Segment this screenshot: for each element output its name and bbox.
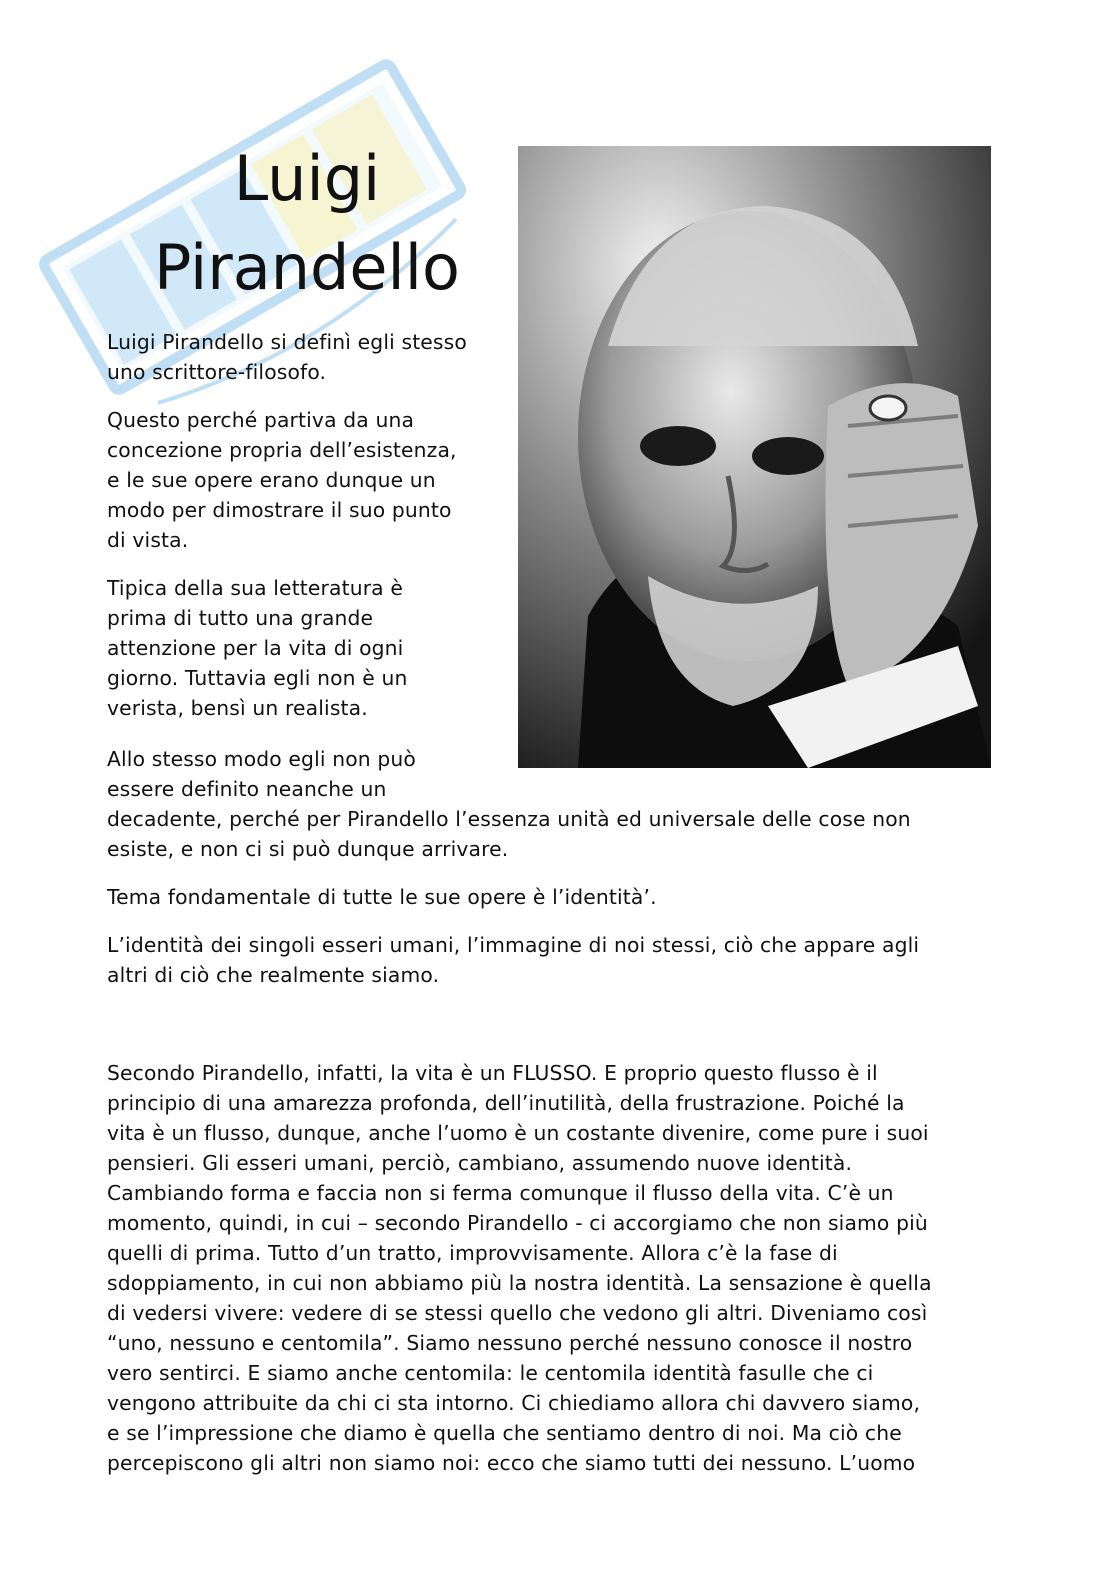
text-line: sdoppiamento, in cui non abbiamo più la nostra identità. La sensazione è quella bbox=[107, 1271, 932, 1295]
text-line: Cambiando forma e faccia non si ferma comunque il flusso della vita. C’è un bbox=[107, 1181, 894, 1205]
portrait-photo-icon bbox=[518, 146, 991, 768]
text-line: giorno. Tuttavia egli non è un bbox=[107, 666, 408, 690]
text-line: modo per dimostrare il suo punto bbox=[107, 498, 452, 522]
body-paragraphs bbox=[107, 744, 1007, 1008]
paragraph-intro bbox=[107, 327, 507, 387]
text-line: momento, quindi, in cui – secondo Pirandello - ci accorgiamo che non siamo più bbox=[107, 1211, 928, 1235]
text-line: Luigi Pirandello si definì egli stesso bbox=[107, 330, 467, 354]
text-line: percepiscono gli altri non siamo noi: ecco che siamo tutti dei nessuno. L’uomo bbox=[107, 1451, 916, 1475]
paragraph-flusso bbox=[107, 1058, 1007, 1478]
paragraph-decadent bbox=[107, 744, 1007, 864]
text-line: vengono attribuite da chi ci sta intorno. Ci chiediamo allora chi davvero siamo, bbox=[107, 1391, 921, 1415]
title-line-2: Pirandello bbox=[154, 231, 460, 304]
text-line: esiste, e non ci si può dunque arrivare. bbox=[107, 837, 509, 861]
text-line: concezione propria dell’esistenza, bbox=[107, 438, 457, 462]
text-line: “uno, nessuno e centomila”. Siamo nessuno perché nessuno conosce il nostro bbox=[107, 1331, 913, 1355]
text-line: e le sue opere erano dunque un bbox=[107, 468, 436, 492]
text-line: pensieri. Gli esseri umani, perciò, cambiano, assumendo nuove identità. bbox=[107, 1151, 853, 1175]
text-line: Tema fondamentale di tutte le sue opere è l’identità’. bbox=[107, 885, 657, 909]
text-line: verista, bensì un realista. bbox=[107, 696, 368, 720]
paragraph-identity bbox=[107, 930, 1007, 990]
paragraph-philosophy bbox=[107, 405, 507, 555]
text-line: prima di tutto una grande bbox=[107, 606, 374, 630]
text-line: essere definito neanche un bbox=[107, 777, 387, 801]
text-line: vita è un flusso, dunque, anche l’uomo è un costante divenire, come pure i suoi bbox=[107, 1121, 929, 1145]
author-portrait-photo bbox=[518, 146, 991, 768]
text-line: decadente, perché per Pirandello l’essenza unità ed universale delle cose non bbox=[107, 807, 911, 831]
text-line: Tipica della sua letteratura è bbox=[107, 576, 403, 600]
text-line: di vedersi vivere: vedere di se stessi quello che vedono gli altri. Diveniamo così bbox=[107, 1301, 928, 1325]
text-line: vero sentirci. E siamo anche centomila: le centomila identità fasulle che ci bbox=[107, 1361, 874, 1385]
page-title bbox=[107, 134, 507, 312]
paragraph-theme bbox=[107, 882, 1007, 912]
text-line: Secondo Pirandello, infatti, la vita è un FLUSSO. E proprio questo flusso è il bbox=[107, 1061, 878, 1085]
text-line: e se l’impressione che diamo è quella che sentiamo dentro di noi. Ma ciò che bbox=[107, 1421, 902, 1445]
text-line: di vista. bbox=[107, 528, 189, 552]
text-line: quelli di prima. Tutto d’un tratto, improvvisamente. Allora c’è la fase di bbox=[107, 1241, 838, 1265]
text-line: Allo stesso modo egli non può bbox=[107, 747, 416, 771]
title-line-1: Luigi bbox=[233, 142, 381, 215]
text-line: Questo perché partiva da una bbox=[107, 408, 415, 432]
text-line: L’identità dei singoli esseri umani, l’immagine di noi stessi, ciò che appare agli bbox=[107, 933, 920, 957]
paragraph-realism bbox=[107, 573, 507, 723]
text-line: principio di una amarezza profonda, dell’inutilità, della frustrazione. Poiché la bbox=[107, 1091, 905, 1115]
text-line: attenzione per la vita di ogni bbox=[107, 636, 404, 660]
flow-paragraph-block bbox=[107, 1058, 1007, 1496]
text-line: uno scrittore-filosofo. bbox=[107, 360, 327, 384]
intro-paragraphs bbox=[107, 327, 507, 741]
text-line: altri di ciò che realmente siamo. bbox=[107, 963, 440, 987]
